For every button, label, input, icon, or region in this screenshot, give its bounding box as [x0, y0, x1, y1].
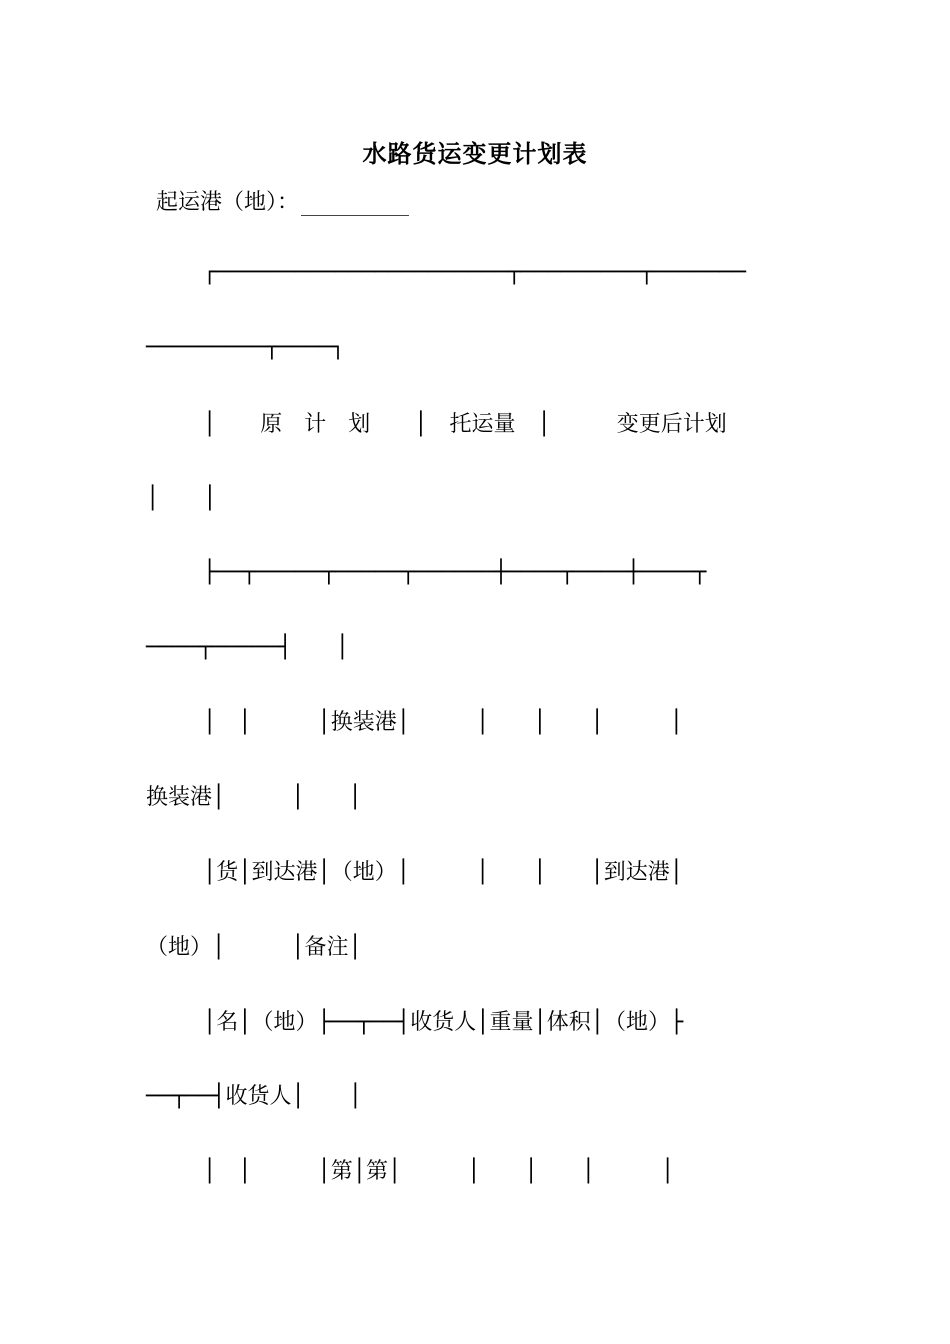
table-row: │货│到达港│（地）│ │ │ │到达港│: [203, 860, 683, 885]
table-border-line: ┌──────────────────────┬─────────┬───────: [203, 260, 747, 285]
table-header-row: │ │: [146, 486, 217, 511]
table-border-line: ─────────┬────┐: [146, 335, 345, 360]
table-header-row: │ 原 计 划 │ 托运量 │ 变更后计划: [203, 412, 727, 437]
document-title: 水路货运变更计划表: [362, 139, 588, 168]
table-border-line: ────┬─────┤ │: [146, 635, 349, 660]
table-border-line: ├──┬─────┬─────┬──────┼────┬────┼────┬: [203, 560, 707, 585]
table-row: （地）│ │备注│: [146, 935, 362, 960]
table-row: ──┬──┤收货人│ │: [146, 1084, 362, 1109]
origin-port-label: 起运港（地）：: [156, 190, 300, 215]
table-row: │ │ │换装港│ │ │ │ │: [203, 710, 683, 735]
origin-port-row: [156, 185, 409, 216]
table-row: │名│（地）├──┬──┤收货人│重量│体积│（地）├: [203, 1010, 684, 1035]
origin-port-field[interactable]: [301, 193, 409, 216]
table-row: │ │ │第│第│ │ │ │ │: [203, 1159, 675, 1184]
table-row: 换装港│ │ │: [146, 785, 362, 810]
